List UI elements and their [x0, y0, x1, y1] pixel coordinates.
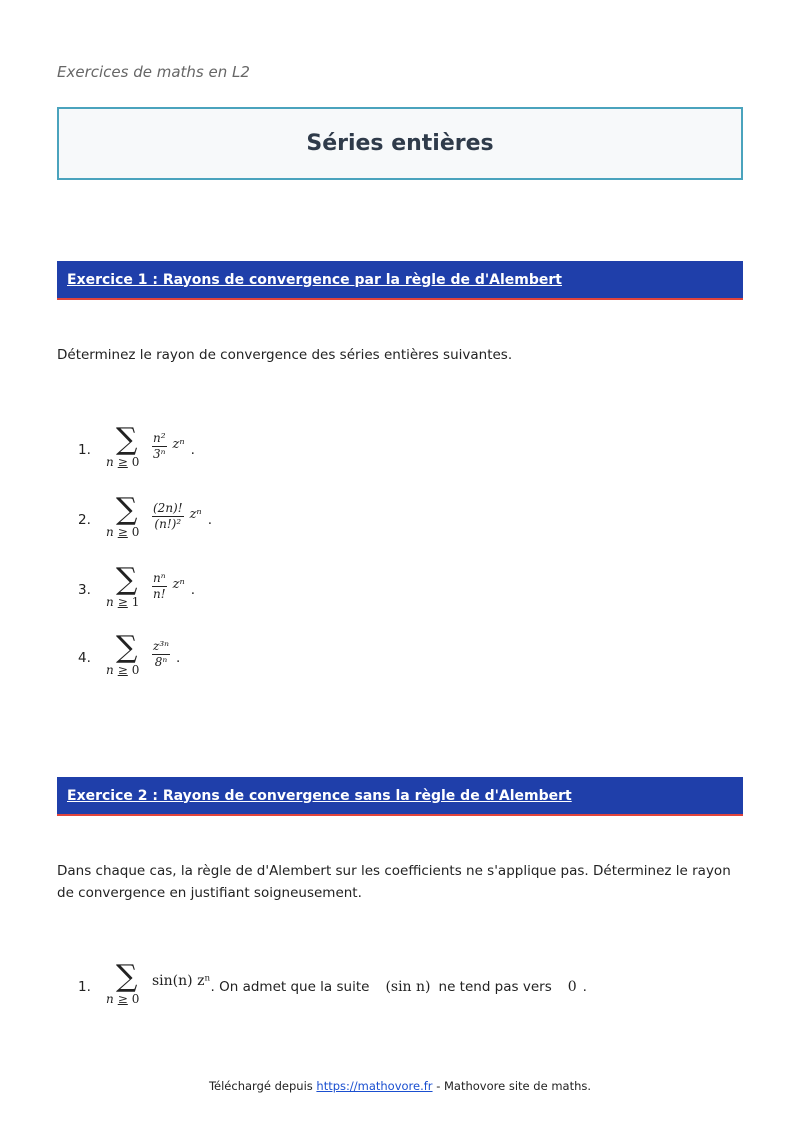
denominator: 3ⁿ — [153, 446, 166, 461]
fraction — [152, 431, 167, 462]
sum-symbol: ∑ n ≥ 1 — [106, 562, 140, 609]
item-end: . — [176, 650, 181, 666]
page-title: Séries entières — [306, 131, 494, 156]
exercise-1-item — [78, 562, 196, 615]
item-end: . — [190, 582, 196, 598]
exercise-2-banner — [57, 777, 743, 816]
footer-prefix: Téléchargé depuis — [208, 1079, 317, 1093]
numerator: n² — [153, 430, 166, 445]
sum-symbol: ∑ n ≥ 0 — [106, 422, 140, 469]
exercise-1-item — [78, 630, 181, 683]
item-number: 1. — [78, 442, 91, 458]
power-term: zⁿ — [172, 436, 185, 452]
power-term: zⁿ — [172, 576, 185, 592]
sum-symbol: ∑ n ≥ 0 — [106, 492, 140, 539]
footer-suffix: - Mathovore site de maths. — [432, 1079, 592, 1093]
footer-link[interactable]: https://mathovore.fr — [316, 1079, 433, 1093]
denominator: n! — [153, 586, 166, 601]
item-end: . — [190, 442, 195, 458]
numerator: z³ⁿ — [153, 638, 169, 653]
exercise-1-item — [78, 422, 195, 475]
item-end: . — [582, 979, 587, 995]
item-number: 4. — [78, 650, 91, 666]
denominator: (n!)² — [154, 516, 182, 531]
exercise-2-item — [78, 959, 587, 1012]
item-number: 2. — [78, 512, 91, 528]
title-box — [57, 107, 743, 180]
fraction — [152, 639, 170, 670]
exercise-1-banner — [57, 261, 743, 300]
item-text-2: ne tend pas vers — [438, 979, 552, 995]
item-text: . On admet que la suite — [210, 979, 370, 995]
exercise-1-item — [78, 492, 212, 545]
sequence-expr: (sin n) — [385, 979, 431, 995]
fraction — [152, 571, 167, 602]
fraction — [152, 501, 184, 532]
sum-symbol: ∑ n ≥ 0 — [106, 959, 140, 1006]
sum-symbol: ∑ n ≥ 0 — [106, 630, 140, 677]
document-subtitle: Exercices de maths en L2 — [57, 63, 250, 81]
exercise-2-intro: Dans chaque cas, la règle de d'Alembert sur les coefficients ne s'applique pas. Déterminez le rayon de convergence en justifiant soigneusement. — [57, 863, 731, 901]
item-number: 3. — [78, 582, 91, 598]
power-term: zⁿ — [189, 506, 202, 522]
limit-value: 0 — [567, 979, 577, 995]
numerator: nⁿ — [153, 570, 166, 585]
footer — [0, 1079, 800, 1093]
exercise-2-title: Exercice 2 : Rayons de convergence sans la règle de d'Alembert — [67, 787, 572, 804]
exercise-1-intro: Déterminez le rayon de convergence des séries entières suivantes. — [57, 347, 513, 363]
item-end: . — [207, 512, 212, 528]
item-number: 1. — [78, 979, 91, 995]
denominator: 8ⁿ — [154, 654, 168, 669]
numerator: (2n)! — [153, 500, 183, 515]
series-term: sin(n) zⁿ — [152, 973, 211, 989]
exercise-1-title: Exercice 1 : Rayons de convergence par la règle de d'Alembert — [67, 271, 562, 288]
